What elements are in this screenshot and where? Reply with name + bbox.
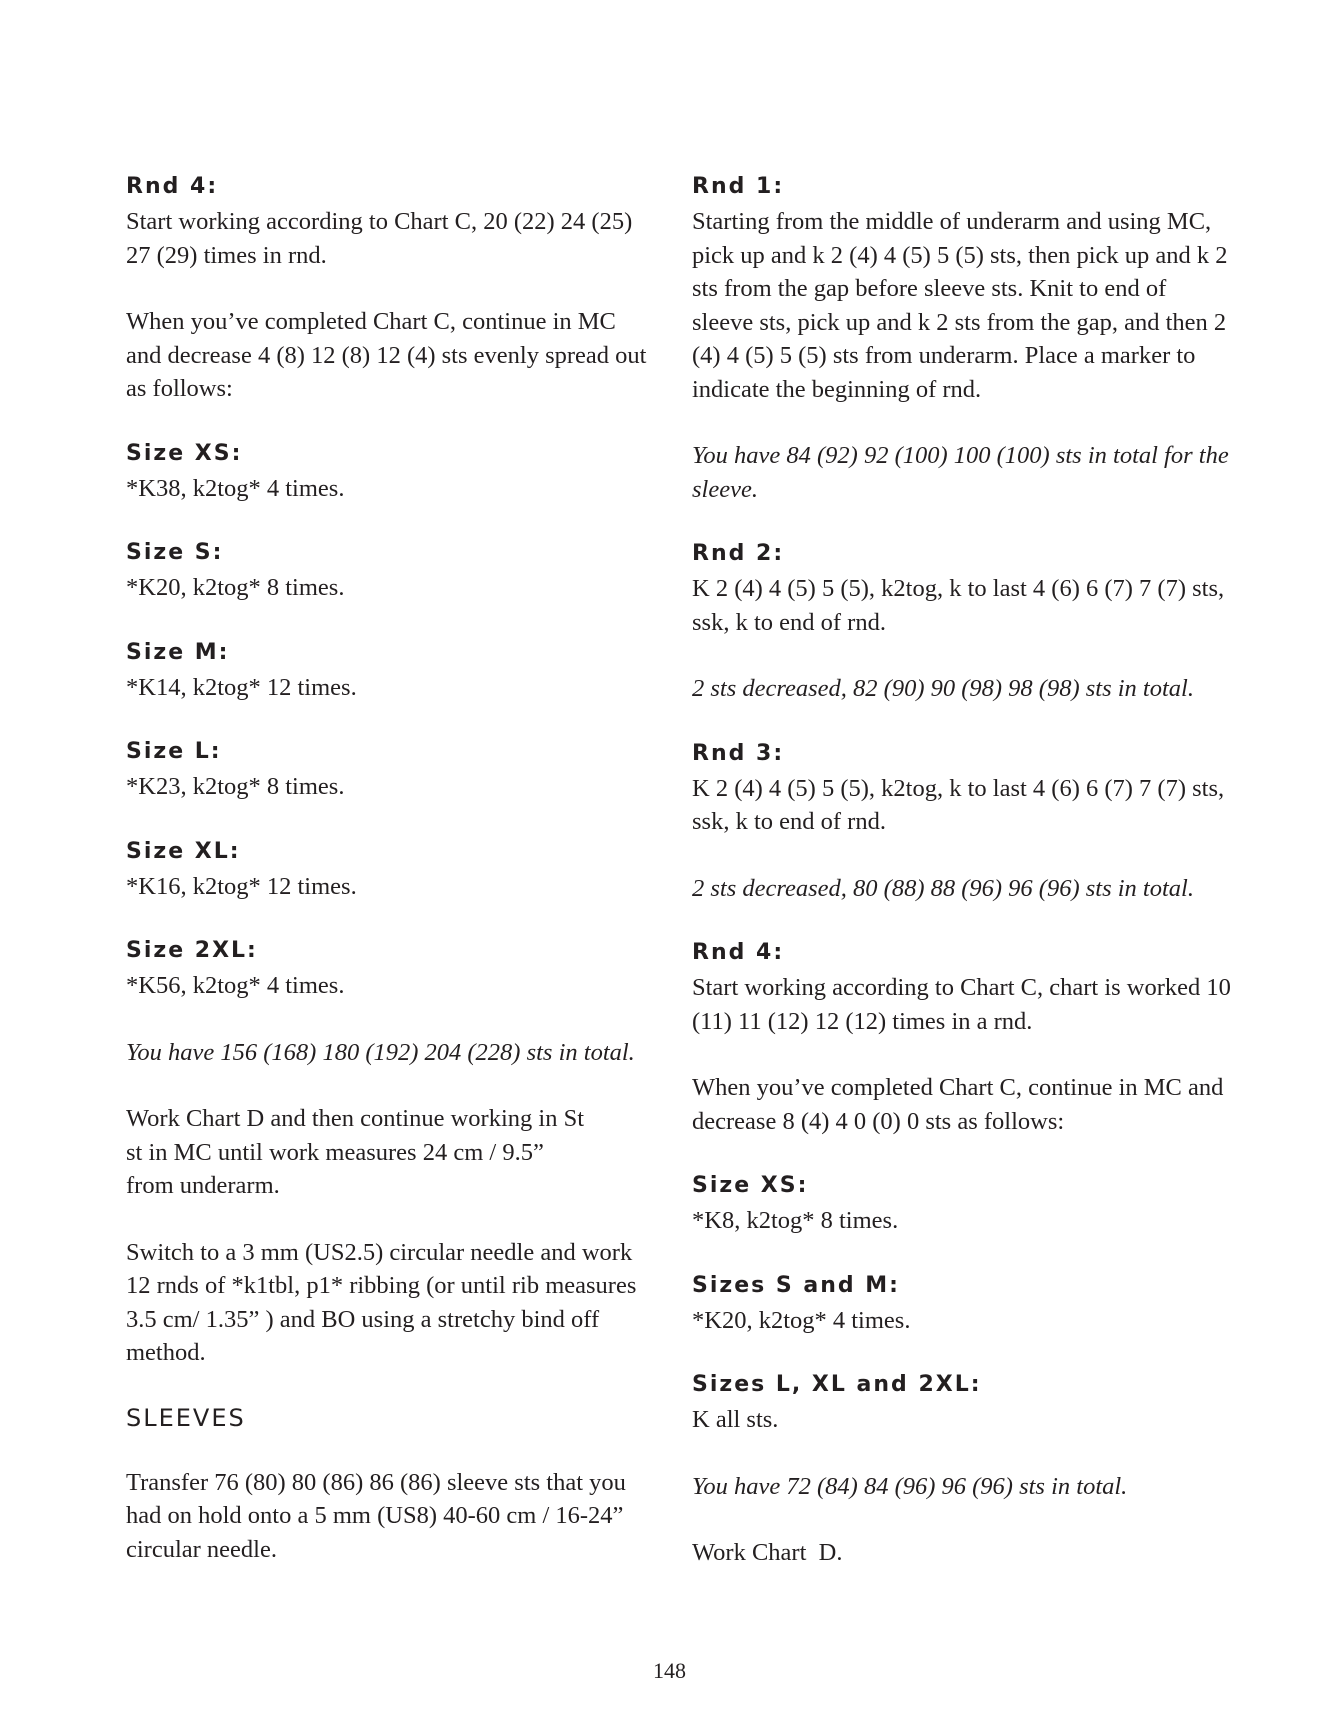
rnd3-text: K 2 (4) 4 (5) 5 (5), k2tog, k to last 4 (6) 6 (7) 7 (7) sts, ssk, k to end of rnd. [692,774,1225,835]
size-instruction: K all sts. [692,1406,779,1433]
right-after-chart-c-block [692,1071,1232,1138]
right-chart-d-text: Work Chart D. [692,1539,843,1566]
size-block [126,737,656,804]
size-block [126,538,656,605]
rnd1-block [692,172,1232,406]
size-instruction: *K23, k2tog* 8 times. [126,773,345,800]
left-total-note: You have 156 (168) 180 (192) 204 (228) sts in total. [126,1038,635,1066]
size-block [692,1370,1232,1437]
size-block [692,1271,1232,1338]
right-after-chart-c-text: When you’ve completed Chart C, continue in MC and decrease 8 (4) 4 0 (0) 0 sts as follows: [692,1074,1224,1135]
size-block [126,936,656,1003]
left-chart-d-text: Work Chart D and then continue working in St st in MC until work measures 24 cm / 9.5” from underarm. [126,1105,585,1199]
right-rnd4-heading: Rnd 4: [692,940,785,965]
left-total-note-block [126,1036,656,1070]
rnd2-note: 2 sts decreased, 82 (90) 90 (98) 98 (98) sts in total. [692,675,1194,702]
size-label: Size L: [126,739,222,764]
size-label: Size XL: [126,838,241,864]
size-block [126,837,656,904]
size-label: Size 2XL: [126,938,258,963]
size-label: Size XS: [692,1173,809,1198]
left-column [126,172,656,1566]
page-number: 148 [653,1658,686,1683]
right-column [692,172,1232,1570]
rnd3-heading: Rnd 3: [692,740,785,766]
size-instruction: *K38, k2tog* 4 times. [126,474,345,502]
rnd2-text: K 2 (4) 4 (5) 5 (5), k2tog, k to last 4 (6) 6 (7) 7 (7) sts, ssk, k to end of rnd. [692,575,1225,636]
size-instruction: *K20, k2tog* 8 times. [126,574,345,601]
right-rnd4-block [692,938,1232,1038]
rnd3-note: 2 sts decreased, 80 (88) 88 (96) 96 (96) sts in total. [692,874,1194,902]
size-label: Size XS: [126,440,243,466]
size-instruction: *K20, k2tog* 4 times. [692,1306,911,1334]
size-label: Sizes L, XL and 2XL: [692,1372,982,1397]
right-total-note-block [692,1470,1232,1504]
ribbing-text: Switch to a 3 mm (US2.5) circular needle and work 12 rnds of *k1tbl, p1* ribbing (or until rib measures 3.5 cm/ 1.35” ) and BO using a stretchy bind off method. [126,1238,637,1366]
left-rnd4-text: Start working according to Chart C, 20 (22) 24 (25) 27 (29) times in rnd. [126,208,633,269]
left-rnd4-block [126,172,656,272]
size-instruction: *K8, k2tog* 8 times. [692,1207,899,1234]
sleeves-text: Transfer 76 (80) 80 (86) 86 (86) sleeve sts that you had on hold onto a 5 mm (US8) 40-60 cm / 16-24” circular needle. [126,1468,626,1563]
rnd1-note-block [692,439,1232,506]
sleeves-heading: SLEEVES [126,1403,246,1432]
size-block [692,1171,1232,1238]
size-label: Size M: [126,639,230,665]
rnd1-text: Starting from the middle of underarm and using MC, pick up and k 2 (4) 4 (5) 5 (5) sts, then pick up and k 2 sts from the gap before sleeve sts. Knit to end of sleeve sts, pick up and k 2 sts from the gap, and then 2 (4) 4 (5) 5 (5) sts from underarm. Place a marker to indicate the beginning of rnd. [692,208,1228,403]
size-instruction: *K16, k2tog* 12 times. [126,872,357,900]
ribbing-block [126,1236,656,1370]
right-rnd4-text: Start working according to Chart C, chart is worked 10 (11) 11 (12) 12 (12) times in a rnd. [692,974,1231,1035]
left-after-chart-c-text: When you’ve completed Chart C, continue in MC and decrease 4 (8) 12 (8) 12 (4) sts evenly spread out as follows: [126,308,647,402]
rnd3-note-block [692,872,1232,906]
rnd2-note-block [692,672,1232,706]
left-chart-d-block [126,1102,656,1203]
size-instruction: *K14, k2tog* 12 times. [126,673,357,701]
sleeves-block [126,1466,656,1567]
size-block [126,439,656,506]
rnd3-block [692,739,1232,839]
size-block [126,638,656,705]
rnd1-note: You have 84 (92) 92 (100) 100 (100) sts in total for the sleeve. [692,442,1229,503]
rnd2-heading: Rnd 2: [692,541,785,566]
size-label: Sizes S and M: [692,1272,900,1298]
right-chart-d-block [692,1536,1232,1570]
left-rnd4-heading: Rnd 4: [126,174,219,199]
size-label: Size S: [126,540,224,565]
rnd1-heading: Rnd 1: [692,174,785,199]
right-total-note: You have 72 (84) 84 (96) 96 (96) sts in total. [692,1472,1128,1500]
rnd2-block [692,539,1232,639]
size-instruction: *K56, k2tog* 4 times. [126,972,345,999]
left-after-chart-c-block [126,305,656,406]
